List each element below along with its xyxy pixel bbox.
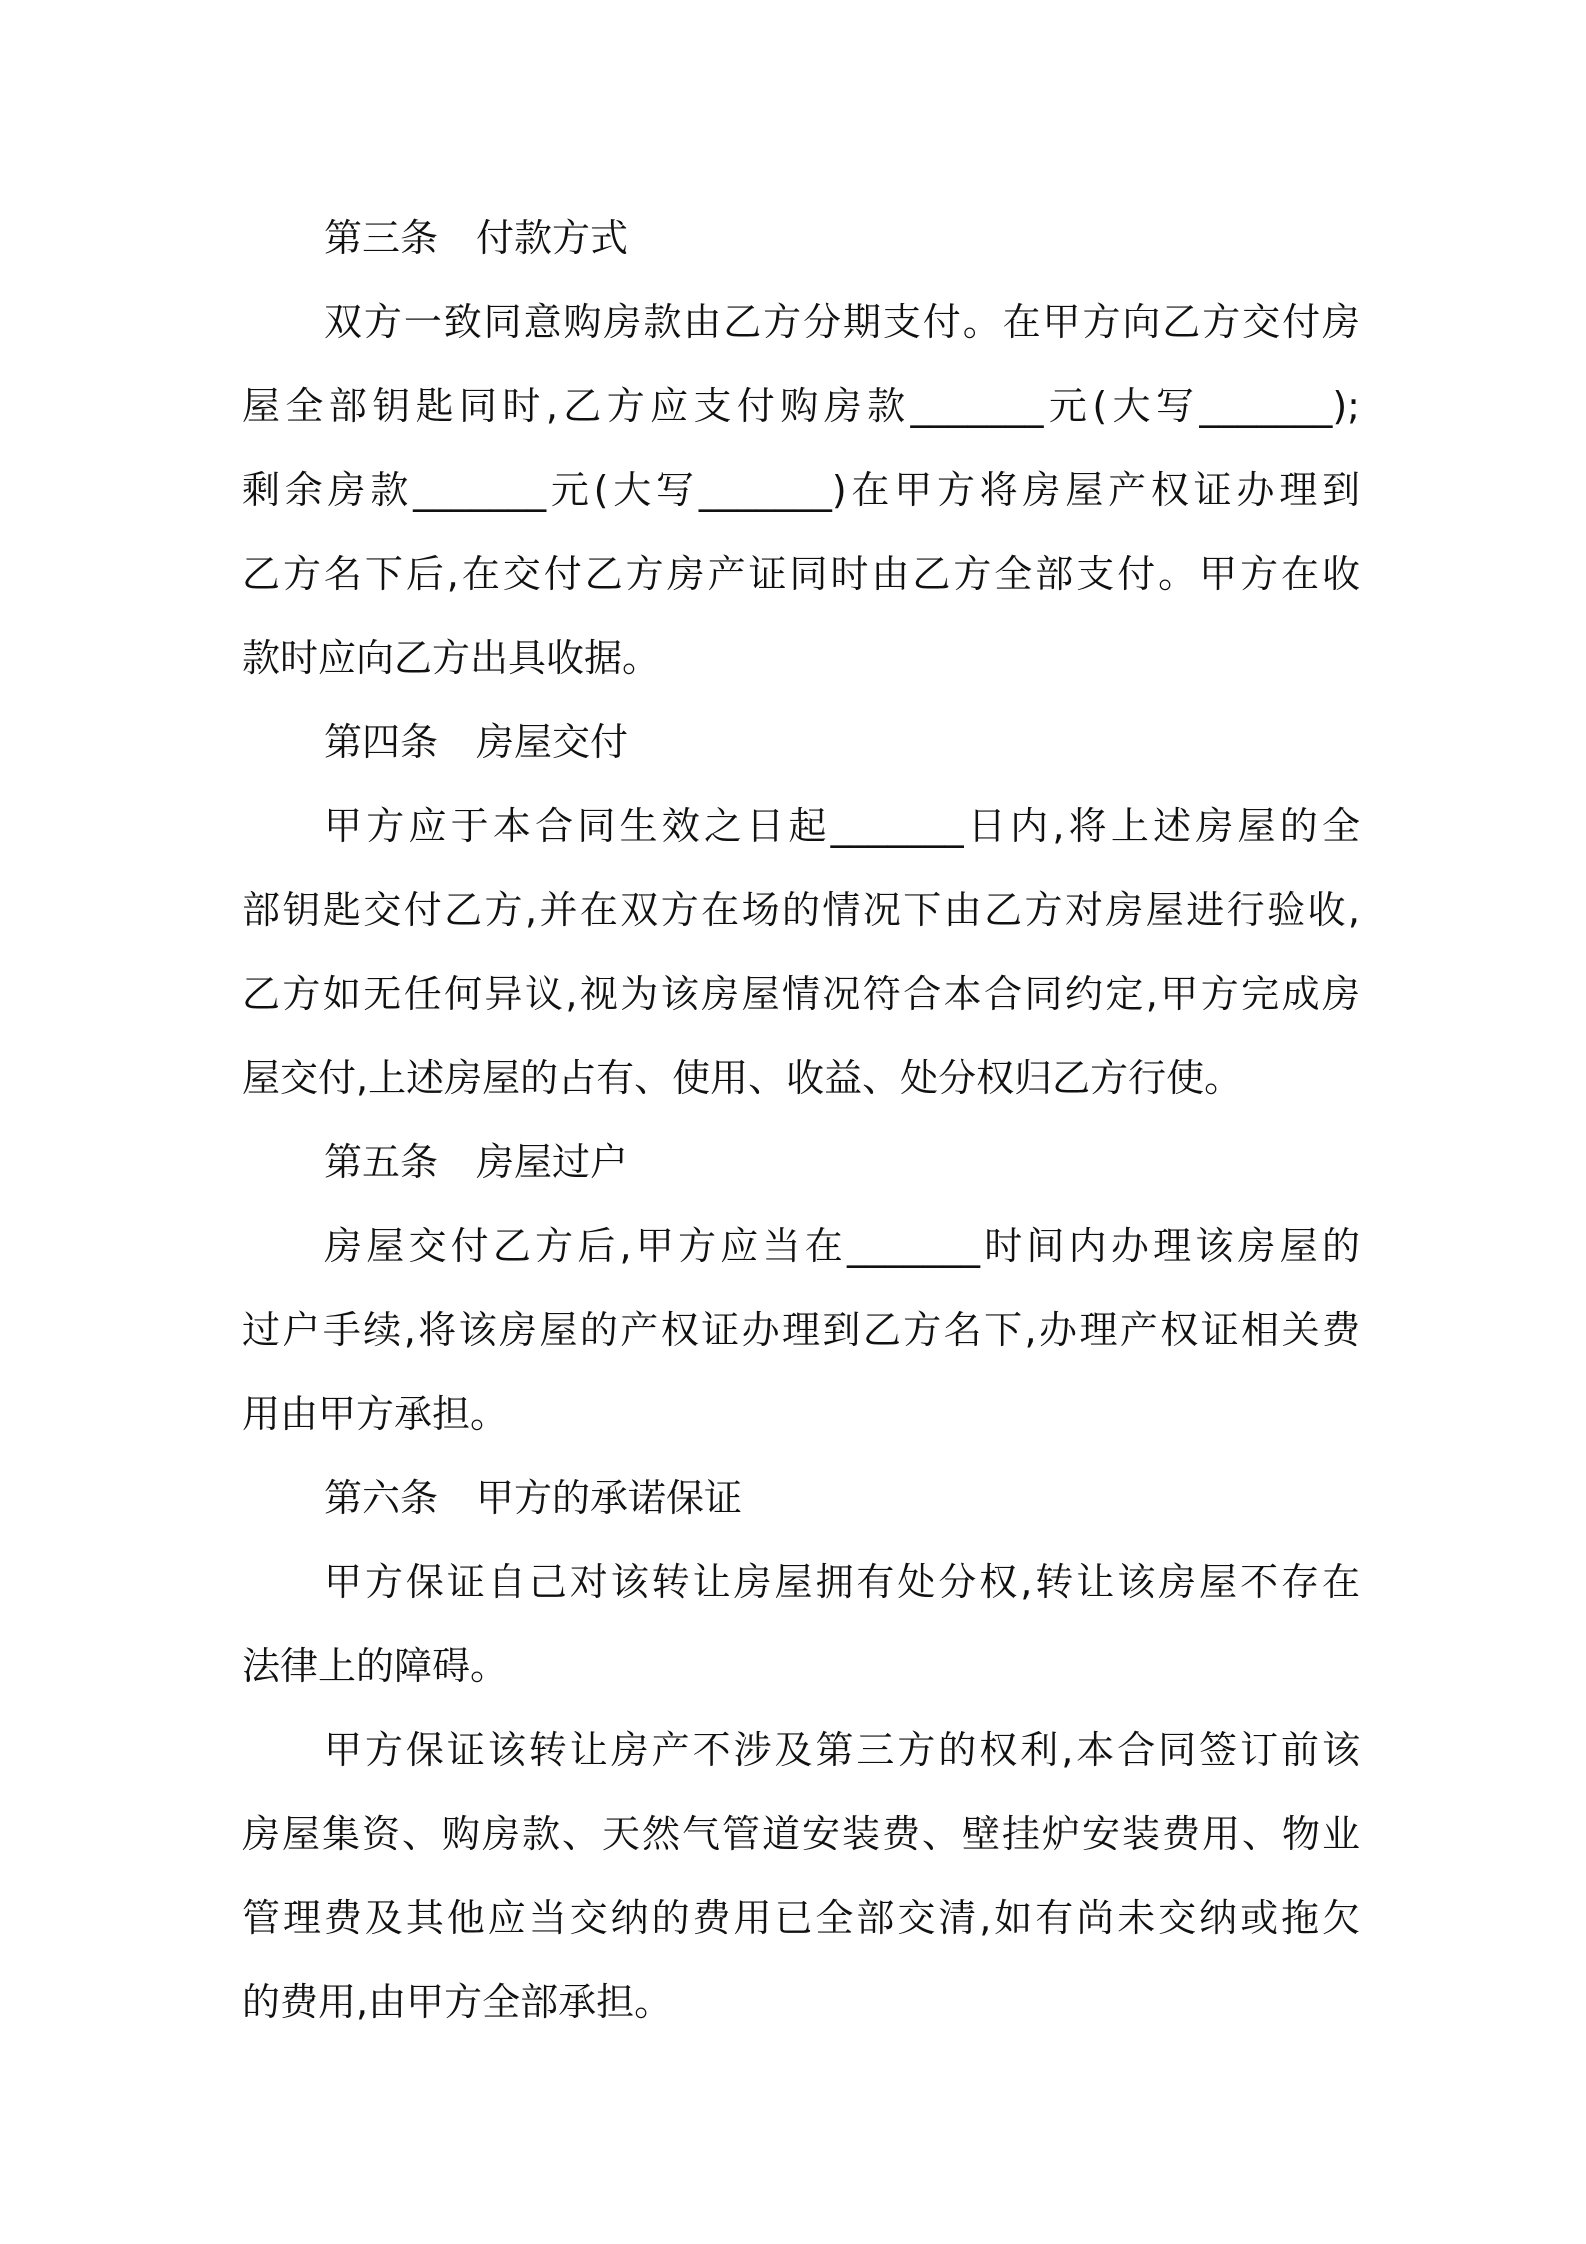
article-5-heading: 第五条 房屋过户 <box>324 1140 629 1184</box>
paragraph-line: 过户手续,将该房屋的产权证办理到乙方名下,办理产权证相关费 <box>242 1308 1360 1352</box>
paragraph-line: 甲方保证该转让房产不涉及第三方的权利,本合同签订前该 <box>324 1728 1360 1772</box>
paragraph-line: 用由甲方承担。 <box>242 1392 509 1436</box>
article-6-paragraph-2 <box>242 1708 1360 2044</box>
article-6-heading: 第六条 甲方的承诺保证 <box>324 1476 743 1520</box>
article-6-paragraph-1 <box>242 1540 1360 1708</box>
paragraph-line: 部钥匙交付乙方,并在双方在场的情况下由乙方对房屋进行验收, <box>242 888 1360 932</box>
paragraph-line: 双方一致同意购房款由乙方分期支付。在甲方向乙方交付房 <box>324 300 1360 344</box>
paragraph-line: 乙方如无任何异议,视为该房屋情况符合本合同约定,甲方完成房 <box>242 972 1360 1016</box>
article-3-paragraph <box>242 280 1360 700</box>
paragraph-line: 房屋交付乙方后,甲方应当在_______时间内办理该房屋的 <box>324 1224 1360 1268</box>
article-4-heading: 第四条 房屋交付 <box>324 720 629 764</box>
article-5-paragraph <box>242 1204 1360 1456</box>
paragraph-line: 管理费及其他应当交纳的费用已全部交清,如有尚未交纳或拖欠 <box>242 1896 1360 1940</box>
paragraph-line: 房屋集资、购房款、天然气管道安装费、壁挂炉安装费用、物业 <box>242 1812 1360 1856</box>
paragraph-line: 甲方应于本合同生效之日起_______日内,将上述房屋的全 <box>324 804 1360 848</box>
paragraph-line: 屋全部钥匙同时,乙方应支付购房款_______元(大写_______); <box>242 384 1360 428</box>
paragraph-line: 屋交付,上述房屋的占有、使用、收益、处分权归乙方行使。 <box>242 1056 1243 1100</box>
paragraph-line: 的费用,由甲方全部承担。 <box>242 1980 673 2024</box>
article-4-paragraph <box>242 784 1360 1120</box>
paragraph-line: 剩余房款_______元(大写_______)在甲方将房屋产权证办理到 <box>242 468 1360 512</box>
paragraph-line: 乙方名下后,在交付乙方房产证同时由乙方全部支付。甲方在收 <box>242 552 1360 596</box>
article-3-heading: 第三条 付款方式 <box>324 216 629 260</box>
paragraph-line: 款时应向乙方出具收据。 <box>242 636 661 680</box>
paragraph-line: 甲方保证自己对该转让房屋拥有处分权,转让该房屋不存在 <box>324 1560 1360 1604</box>
contract-page <box>242 196 1360 2044</box>
paragraph-line: 法律上的障碍。 <box>242 1644 509 1688</box>
